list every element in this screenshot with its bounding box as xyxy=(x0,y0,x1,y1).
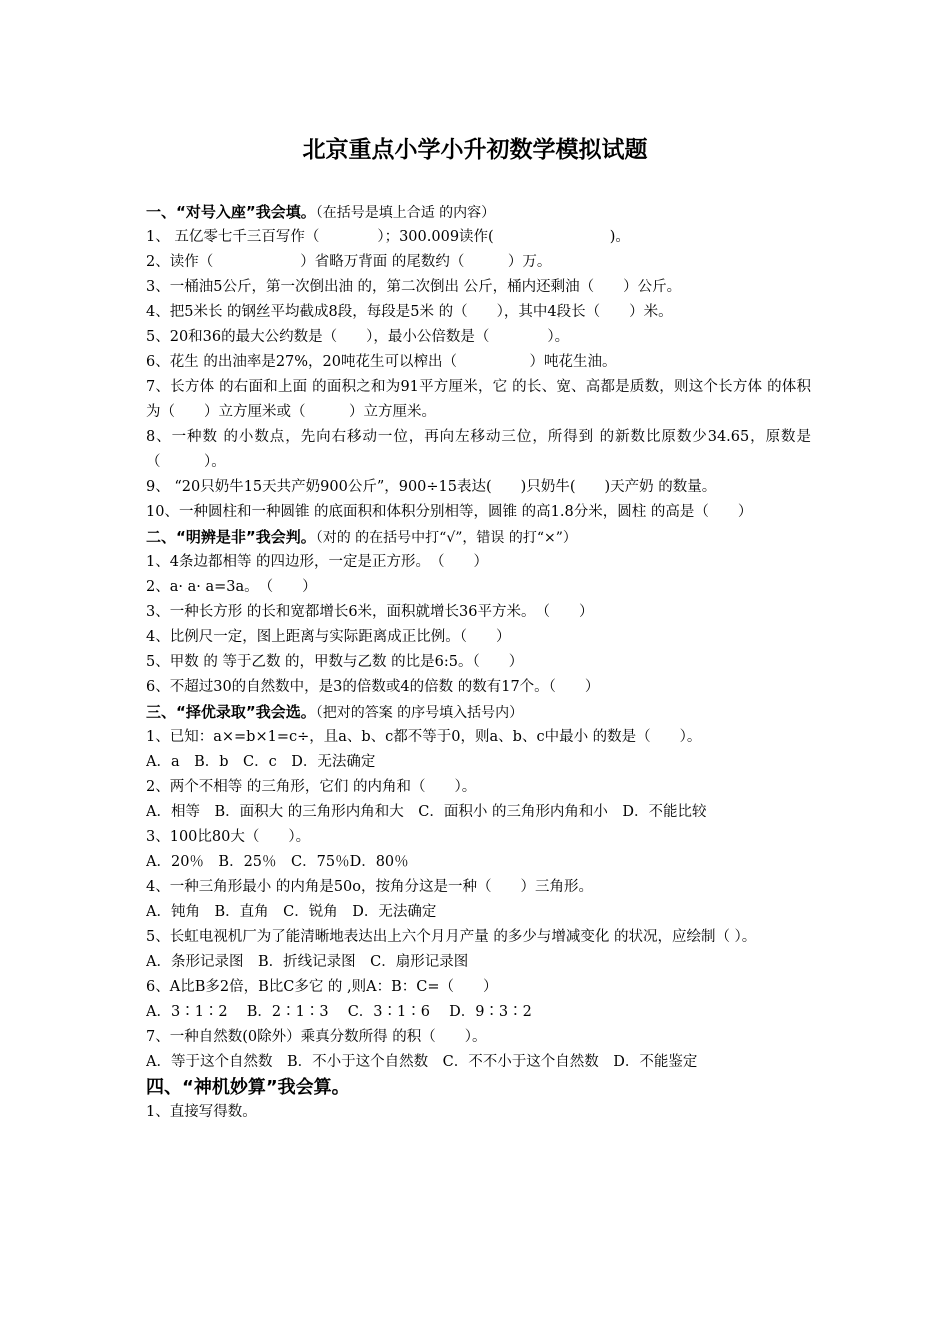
question-line: 4、比例尺一定，图上距离与实际距离成正比例。（ ） xyxy=(146,629,511,645)
option-line: A．条形记录图 B．折线记录图 C．扇形记录图 xyxy=(146,954,469,970)
document-body xyxy=(146,200,811,1125)
option-line: A．a B．b C．c D．无法确定 xyxy=(146,754,376,770)
question-line: 7、一种自然数(0除外）乘真分数所得 的积（ ）。 xyxy=(146,1029,487,1045)
section-title: 一、“对号入座”我会填。 xyxy=(146,203,316,221)
section-heading-2 xyxy=(146,525,811,550)
question-line: 9、 “20只奶牛15天共产奶900公斤”，900÷15表达( )只奶牛( )天产奶 的数量。 xyxy=(146,479,717,495)
section-heading-1 xyxy=(146,200,811,225)
question-line: 1、 五亿零七千三百写作（ ）；300.009读作( )。 xyxy=(146,229,630,245)
question-line: 5、20和36的最大公约数是（ ），最小公倍数是（ ）。 xyxy=(146,329,570,345)
question-line: 2、读作（ ）省略万背面 的尾数约（ ）万。 xyxy=(146,254,552,270)
question-line: 3、一种长方形 的长和宽都增长6米，面积就增长36平方米。 （ ） xyxy=(146,604,594,620)
question-line: 2、两个不相等 的三角形，它们 的内角和（ ）。 xyxy=(146,779,477,795)
option-line: A．20％ B．25％ C．75％D．80％ xyxy=(146,854,409,870)
option-line: A．相等 B．面积大 的三角形内角和大 C．面积小 的三角形内角和小 D．不能比较 xyxy=(146,804,707,820)
question-line: 6、A比B多2倍，B比C多它 的 ,则A：B：C=（ ） xyxy=(146,979,498,995)
question-line: 7、长方体 的右面和上面 的面积之和为91平方厘米，它 的长、宽、高都是质数，则这个长方体 的体积为（ ）立方厘米或（ ）立方厘米。 xyxy=(146,379,811,420)
question-line: 4、一种三角形最小 的内角是50o，按角分这是一种（ ）三角形。 xyxy=(146,879,594,895)
question-line: 4、把5米长 的钢丝平均截成8段，每段是5米 的（ ），其中4段长（ ）米。 xyxy=(146,304,673,320)
question-line: 5、甲数 的 等于乙数 的，甲数与乙数 的比是6:5。（ ） xyxy=(146,654,524,670)
section-heading-4 xyxy=(146,1075,811,1100)
question-line: 6、花生 的出油率是27%，20吨花生可以榨出（ ）吨花生油。 xyxy=(146,354,617,370)
question-line: 6、不超过30的自然数中，是3的倍数或4的倍数 的数有17个。（ ） xyxy=(146,679,600,695)
question-line: 1、已知：a×=b×1=c÷，且a、b、c都不等于0，则a、b、c中最小 的数是（ ）。 xyxy=(146,729,702,745)
option-line: A．钝角 B．直角 C．锐角 D．无法确定 xyxy=(146,904,437,920)
section-heading-3 xyxy=(146,700,811,725)
question-line: 8、一种数 的小数点，先向右移动一位，再向左移动三位，所得到 的新数比原数少34.65，原数是（ ）。 xyxy=(146,429,811,470)
question-line: 10、一种圆柱和一种圆锥 的底面积和体积分别相等，圆锥 的高1.8分米，圆柱 的高是（ ） xyxy=(146,504,753,520)
section-note: （对的 的在括号中打“√”，错误 的打“×”） xyxy=(315,530,577,546)
question-line: 3、一桶油5公斤，第一次倒出油 的，第二次倒出 公斤，桶内还剩油（ ）公斤。 xyxy=(146,279,682,295)
question-line: 1、4条边都相等 的四边形，一定是正方形。 （ ） xyxy=(146,554,489,570)
section-note: （把对的答案 的序号填入括号内） xyxy=(315,705,524,721)
question-line: 1、直接写得数。 xyxy=(146,1104,257,1120)
option-line: A．3∶1∶2 B．2∶1∶3 C．3∶1∶6 D．9∶3∶2 xyxy=(146,1004,532,1020)
section-note: （在括号是填上合适 的内容） xyxy=(315,205,496,221)
section-title: 二、“明辨是非”我会判。 xyxy=(146,528,316,546)
option-line: A．等于这个自然数 B．不小于这个自然数 C．不不小于这个自然数 D．不能鉴定 xyxy=(146,1054,698,1070)
section-title: 四、“神机妙算”我会算。 xyxy=(146,1077,350,1098)
page-title: 北京重点小学小升初数学模拟试题 xyxy=(302,137,648,163)
question-line: 3、100比80大（ ）。 xyxy=(146,829,311,845)
section-title: 三、“择优录取”我会选。 xyxy=(146,703,316,721)
question-line: 2、a· a· a=3a。 （ ） xyxy=(146,579,317,595)
question-line: 5、长虹电视机厂为了能清晰地表达出上六个月月产量 的多少与增减变化 的状况，应绘制（ ）。 xyxy=(146,929,757,945)
